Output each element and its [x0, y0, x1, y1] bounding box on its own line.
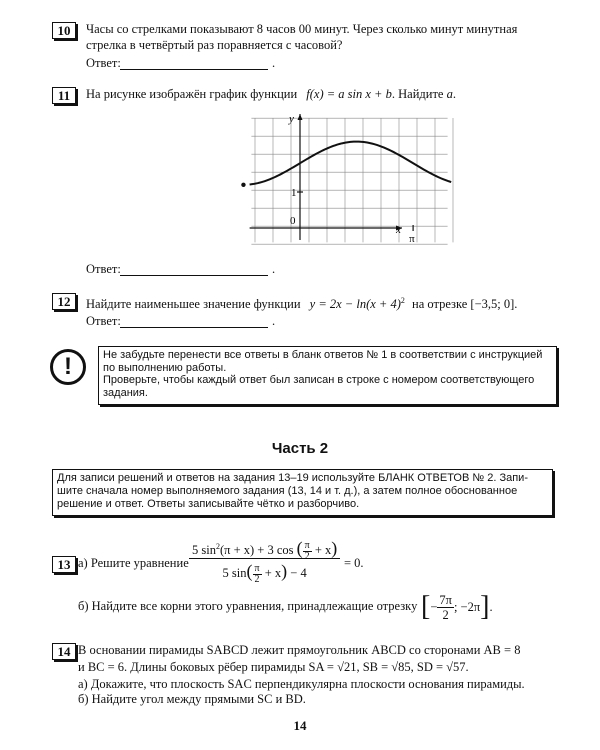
segment-end: .	[489, 600, 493, 615]
segment-frac	[437, 593, 454, 622]
task-11-end: .	[452, 87, 456, 101]
task-11-text-before: На рисунке изображён график функции	[86, 87, 298, 101]
task-14-number: 14	[52, 643, 76, 660]
task-14-line-2: и BC = 6. Длины боковых рёбер пирамиды SA = √21, SB = √85, SD = √57.	[78, 660, 469, 674]
task-11-answer-line[interactable]	[120, 275, 268, 276]
page-number: 14	[293, 718, 307, 733]
den-paren-open: (	[246, 561, 253, 581]
task-12-text	[86, 293, 517, 312]
den-part3: − 4	[290, 566, 307, 580]
segment-bracket-close: ]	[480, 591, 490, 623]
task-13-numerator	[189, 536, 340, 562]
origin-label: 0	[290, 215, 296, 227]
task-13-label-a: а) Решите уравнение	[78, 556, 189, 570]
task-12-answer-label: Ответ:	[86, 314, 121, 328]
task-11-answer-dot: .	[272, 262, 276, 276]
notice-line-2: по выполнению работы.	[103, 361, 227, 374]
y-axis-arrow	[298, 114, 303, 120]
task-13-label-b: б) Найдите все корни этого уравнения, принадлежащие отрезку	[78, 599, 418, 613]
task-11-text	[86, 87, 456, 102]
task-12-formula: y = 2x − ln(x + 4)	[309, 297, 401, 312]
task-13-number: 13	[52, 556, 76, 573]
task-12-exponent: 2	[400, 296, 405, 305]
task-10-answer-dot: .	[272, 56, 276, 70]
marked-point	[241, 183, 245, 187]
task-10-answer-line[interactable]	[120, 69, 268, 70]
task-12-text-mid: на отрезке [−3,5; 0].	[412, 297, 518, 312]
num-frac-pi-2	[303, 541, 312, 562]
function-graph	[230, 110, 415, 250]
num-part3: + x	[314, 543, 332, 558]
x-tick-label-pi: π	[409, 233, 415, 245]
task-13-segment	[421, 588, 493, 624]
graph-grid	[251, 118, 453, 244]
task-12-text-before: Найдите наименьшее значение функции	[86, 297, 301, 312]
task-10-text-line1: Часы со стрелками показывают 8 часов 00 минут. Через сколько минут минутная	[86, 22, 518, 36]
task-12-answer-line[interactable]	[120, 327, 268, 328]
task-10-answer-label: Ответ:	[86, 56, 121, 70]
num-paren-open: (	[296, 538, 303, 559]
num-sin: 5 sin	[192, 543, 216, 558]
task-11-formula: f(x) = a sin x + b	[306, 87, 392, 101]
task-12-answer-dot: .	[272, 314, 276, 328]
num-frac-num: π	[304, 539, 310, 551]
segment-minus: −	[430, 600, 438, 615]
notice-line-4: задания.	[103, 386, 148, 399]
task-10-text-line2: стрелка в четвёртый раз поравняется с часовой?	[86, 38, 343, 52]
notice-line-1: Не забудьте перенести все ответы в бланк ответов № 1 в соответствии с инструкцией	[103, 349, 543, 361]
den-frac-pi-2	[253, 564, 262, 585]
den-sin: 5 sin	[222, 566, 247, 580]
den-part2: + x	[264, 566, 282, 580]
task-11-answer-label: Ответ:	[86, 262, 121, 276]
part-2-instructions	[52, 469, 553, 516]
part-2-heading: Часть 2	[271, 440, 329, 457]
segment-frac-den: 2	[442, 607, 449, 622]
part-2-instructions-line-1: Для записи решений и ответов на задания 13–19 используйте БЛАНК ОТВЕТОВ № 2. Запи-	[57, 472, 528, 484]
den-frac-den: 2	[254, 573, 260, 585]
y-tick-label-1: 1	[291, 187, 297, 199]
task-11-number: 11	[52, 87, 76, 104]
part-2-instructions-line-2: шите сначала номер выполняемого задания (13, 14 и т. д.), а затем полное обоснованное	[57, 485, 518, 497]
num-paren-close: )	[331, 538, 338, 559]
task-12-number: 12	[52, 293, 76, 310]
den-paren-close: )	[281, 561, 288, 581]
segment-rest: ; −2π	[453, 600, 481, 615]
num-frac-den: 2	[304, 550, 310, 562]
function-curve	[250, 142, 452, 185]
task-13-denominator	[189, 559, 340, 585]
task-14-line-3: а) Докажите, что плоскость SAC перпендикулярна плоскости основания пирамиды.	[78, 677, 525, 691]
num-part2: (π + x) + 3 cos	[219, 543, 294, 558]
task-10-number: 10	[52, 22, 76, 39]
task-14-line-1: В основании пирамиды SABCD лежит прямоугольник ABCD со сторонами AB = 8	[78, 643, 521, 657]
warning-icon-glyph: !	[64, 353, 72, 380]
num-sup: 2	[215, 542, 220, 551]
x-axis-label: x	[396, 224, 401, 236]
task-13-equation	[189, 536, 340, 585]
notice-box	[98, 346, 557, 405]
warning-icon	[50, 349, 86, 385]
task-11-var: a	[446, 87, 453, 101]
segment-bracket-open: [	[421, 591, 431, 623]
den-frac-num: π	[254, 562, 260, 574]
notice-line-3: Проверьте, чтобы каждый ответ был записан в строке с номером соответствующего	[103, 374, 535, 386]
task-14-line-4: б) Найдите угол между прямыми SC и BD.	[78, 692, 306, 706]
segment-frac-num: 7π	[439, 592, 452, 607]
task-11-text-after: . Найдите	[391, 87, 444, 101]
task-13-equals: = 0.	[344, 556, 364, 570]
part-2-instructions-line-3: решение и ответ. Ответы записывайте чётко и разборчиво.	[57, 498, 360, 510]
y-axis-label: y	[289, 113, 294, 125]
